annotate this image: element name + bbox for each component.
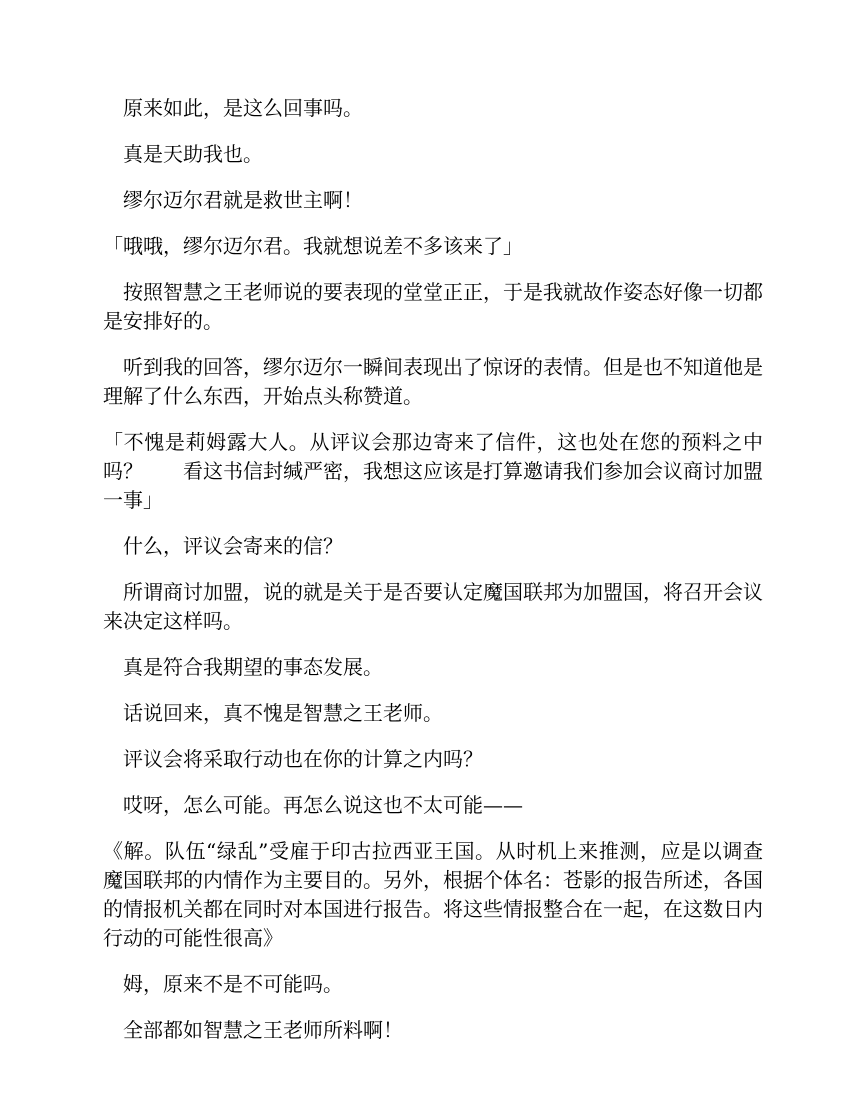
paragraph-15: 姆，原来不是不可能吗。 <box>123 972 343 996</box>
paragraph-13: 哎呀，怎么可能。再怎么说这也不太可能—— <box>123 793 523 817</box>
document-body <box>103 94 763 1062</box>
paragraph-3: 缪尔迈尔君就是救世主啊！ <box>123 188 363 212</box>
paragraph-2: 真是天助我也。 <box>123 142 263 166</box>
paragraph-8: 什么，评议会寄来的信？ <box>123 534 343 558</box>
paragraph-7: 「不愧是莉姆露大人。从评议会那边寄来了信件，这也处在您的预料之中吗？ 看这书信封缄严密，我想这应该是打算邀请我们参加会议商讨加盟一事」 <box>103 430 763 512</box>
paragraph-11: 话说回来，真不愧是智慧之王老师。 <box>123 701 443 725</box>
paragraph-14: 《解。队伍“绿乱”受雇于印古拉西亚王国。从时机上来推测，应是以调查魔国联邦的内情作为主要目的。另外，根据个体名：苍影的报告所述，各国的情报机关都在同时对本国进行报告。将这些情报整合在一起，在这数日内行动的可能性很高》 <box>103 839 763 950</box>
paragraph-12: 评议会将采取行动也在你的计算之内吗？ <box>123 747 483 771</box>
paragraph-1: 原来如此，是这么回事吗。 <box>123 96 363 120</box>
paragraph-5: 按照智慧之王老师说的要表现的堂堂正正，于是我就故作姿态好像一切都是安排好的。 <box>103 280 763 333</box>
paragraph-6: 听到我的回答，缪尔迈尔一瞬间表现出了惊讶的表情。但是也不知道他是理解了什么东西，开始点头称赞道。 <box>103 355 763 408</box>
paragraph-4: 「哦哦，缪尔迈尔君。我就想说差不多该来了」 <box>103 234 523 258</box>
paragraph-16: 全部都如智慧之王老师所料啊！ <box>123 1018 403 1042</box>
paragraph-10: 真是符合我期望的事态发展。 <box>123 655 383 679</box>
paragraph-9: 所谓商讨加盟，说的就是关于是否要认定魔国联邦为加盟国，将召开会议来决定这样吗。 <box>103 580 763 633</box>
